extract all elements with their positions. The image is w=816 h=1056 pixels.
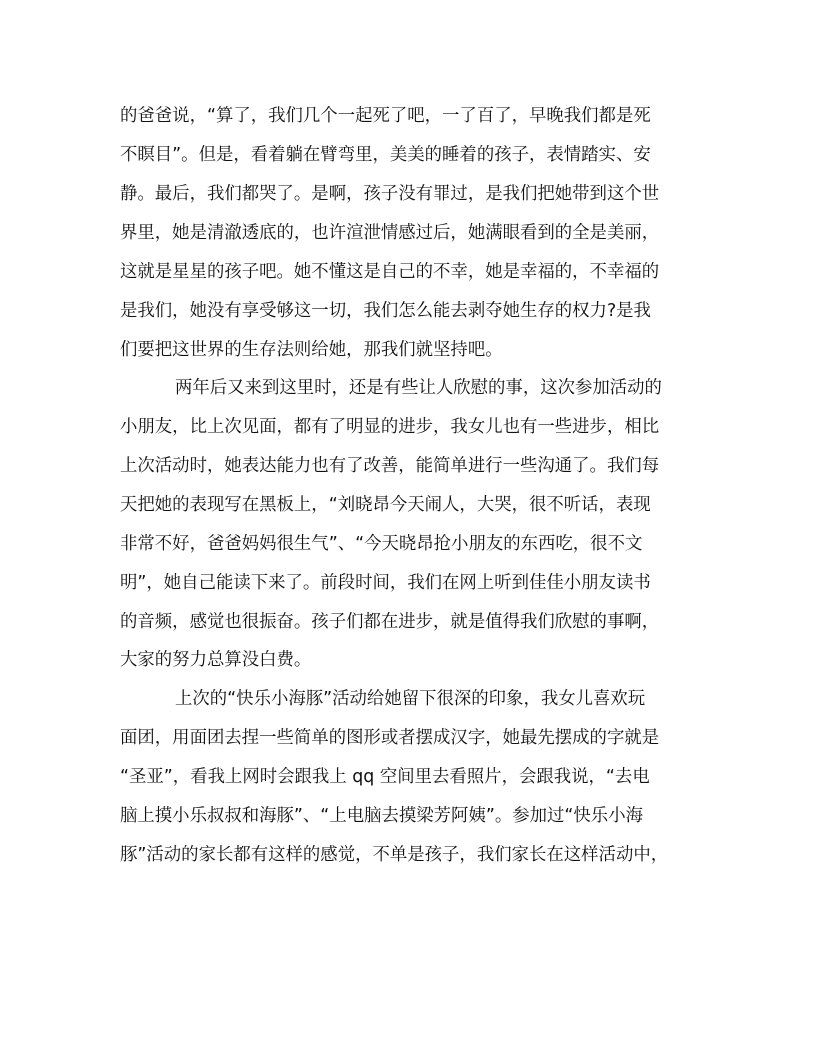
text-line: 们要把这世界的生存法则给她，那我们就坚持吧。 <box>120 340 503 360</box>
text-line: 静。最后，我们都哭了。是啊，孩子没有罪过，是我们把她带到这个世 <box>120 184 660 204</box>
text-line: 明”，她自己能读下来了。前段时间，我们在网上听到佳佳小朋友读书 <box>120 573 651 593</box>
text-line: 面团，用面团去捏一些简单的图形或者摆成汉字，她最先摆成的字就是 <box>120 728 660 748</box>
text-line: 的音频，感觉也很振奋。孩子们都在进步，就是值得我们欣慰的事啊， <box>120 612 660 632</box>
paragraph-first-line: 上次的“快乐小海豚”活动给她留下很深的印象，我女儿喜欢玩 <box>175 689 646 709</box>
text-line: 大家的努力总算没白费。 <box>120 650 312 670</box>
text-line: 是我们，她没有享受够这一切，我们怎么能去剥夺她生存的权力?是我 <box>120 301 651 321</box>
text-line: 豚”活动的家长都有这样的感觉，不单是孩子，我们家长在这样活动中， <box>120 845 669 865</box>
text-line: 非常不好，爸爸妈妈很生气”、“今天晓昂抢小朋友的东西吃，很不文 <box>120 534 643 554</box>
text-line: 天把她的表现写在黑板上，“刘晓昂今天闹人，大哭，很不听话，表现 <box>120 495 651 515</box>
text-line: 的爸爸说，“算了，我们几个一起死了吧，一了百了，早晚我们都是死 <box>120 106 651 126</box>
text-line: 不瞑目”。但是，看着躺在臂弯里，美美的睡着的孩子，表情踏实、安 <box>120 145 651 165</box>
text-line: 小朋友，比上次见面，都有了明显的进步，我女儿也有一些进步，相比 <box>120 417 660 437</box>
text-line: 这就是星星的孩子吧。她不懂这是自己的不幸，她是幸福的，不幸福的 <box>120 262 660 282</box>
text-line: “圣亚”，看我上网时会跟我上 qq 空间里去看照片，会跟我说，“去电 <box>120 767 650 787</box>
text-line: 脑上摸小乐叔叔和海豚”、“上电脑去摸梁芳阿姨”。参加过“快乐小海 <box>120 806 643 826</box>
text-line: 上次活动时，她表达能力也有了改善，能简单进行一些沟通了。我们每 <box>120 456 660 476</box>
text-line: 界里，她是清澈透底的，也许渲泄情感过后，她满眼看到的全是美丽， <box>120 223 660 243</box>
paragraph-first-line: 两年后又来到这里时，还是有些让人欣慰的事，这次参加活动的 <box>175 378 662 398</box>
